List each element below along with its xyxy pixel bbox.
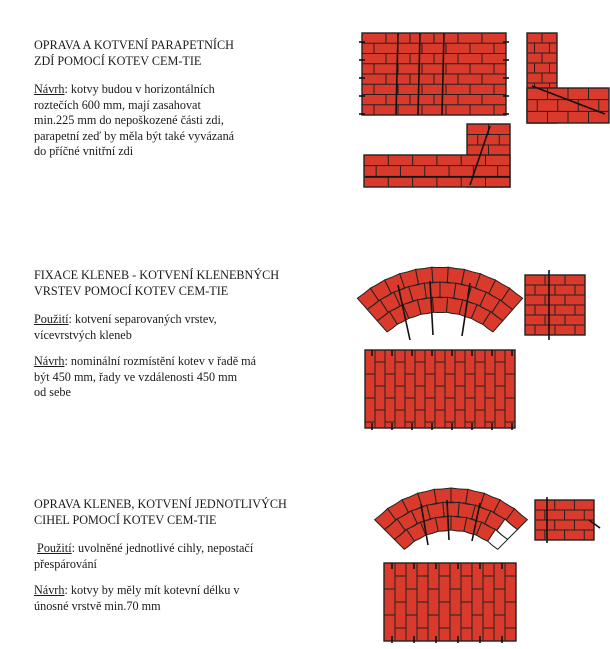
- design-label: Návrh: [34, 82, 65, 96]
- vault-detail-diagram: [525, 270, 585, 340]
- text-line: : nominální rozmístění kotev v řadě má: [64, 354, 257, 368]
- text-line: od sebe: [34, 385, 71, 399]
- usage-label: Použití: [34, 312, 69, 326]
- title-line: OPRAVA A KOTVENÍ PARAPETNÍCH: [34, 38, 234, 52]
- text-line: : kotvení separovaných vrstev,: [68, 312, 217, 326]
- title-line: CIHEL POMOCÍ KOTEV CEM-TIE: [34, 512, 217, 527]
- arch-brick: [447, 267, 464, 284]
- text-line: přespárování: [34, 556, 97, 571]
- single-brick-soffit-grid-diagram: [384, 563, 516, 641]
- text-line: : uvolněné jednotlivé cihly, nepostačí: [71, 541, 254, 555]
- text-line: min.225 mm do nepoškozené části zdi,: [34, 113, 224, 127]
- arch-brick: [458, 502, 475, 518]
- vault-soffit-grid-diagram: [365, 350, 515, 428]
- vault-arch-diagram: [357, 267, 522, 332]
- usage-label: Použití: [37, 541, 72, 555]
- text-line: do příčné vnitřní zdi: [34, 144, 134, 158]
- loose-brick-arch-diagram: [375, 488, 528, 549]
- arch-brick: [446, 297, 462, 314]
- text-line: : kotvy budou v horizontálních: [64, 82, 215, 96]
- parapet-wall-elevation-diagram: [362, 33, 506, 115]
- arch-brick: [440, 282, 456, 298]
- title-line: VRSTEV POMOCÍ KOTEV CEM-TIE: [34, 283, 229, 298]
- text-line: vícevrstvých kleneb: [34, 327, 132, 342]
- text-line: roztečích 600 mm, mají zasahovat: [34, 97, 201, 112]
- text-line: únosné vrstvě min.70 mm: [34, 598, 161, 613]
- arch-brick: [432, 297, 447, 312]
- arch-brick: [432, 267, 448, 282]
- single-brick-detail-diagram: [535, 497, 600, 543]
- design-label: Návrh: [34, 354, 65, 368]
- text-line: parapetní zeď by měla být také vyvázaná: [34, 128, 235, 143]
- arch-brick: [451, 488, 468, 503]
- arch-brick: [424, 282, 440, 298]
- arch-brick: [451, 516, 467, 531]
- title-line: OPRAVA KLENEB, KOTVENÍ JEDNOTLIVÝCH: [34, 497, 287, 511]
- cross-wall-section-diagram: [527, 33, 609, 123]
- design-label: Návrh: [34, 583, 65, 597]
- title-line: FIXACE KLENEB - KOTVENÍ KLENEBNÝCH: [34, 268, 280, 282]
- arch-brick: [443, 502, 459, 516]
- arch-brick: [434, 488, 451, 503]
- text-line: být 450 mm, řady ve vzdálenosti 450 mm: [34, 369, 238, 384]
- title-line: ZDÍ POMOCÍ KOTEV CEM-TIE: [34, 53, 202, 68]
- text-line: : kotvy by měly mít kotevní délku v: [64, 583, 240, 597]
